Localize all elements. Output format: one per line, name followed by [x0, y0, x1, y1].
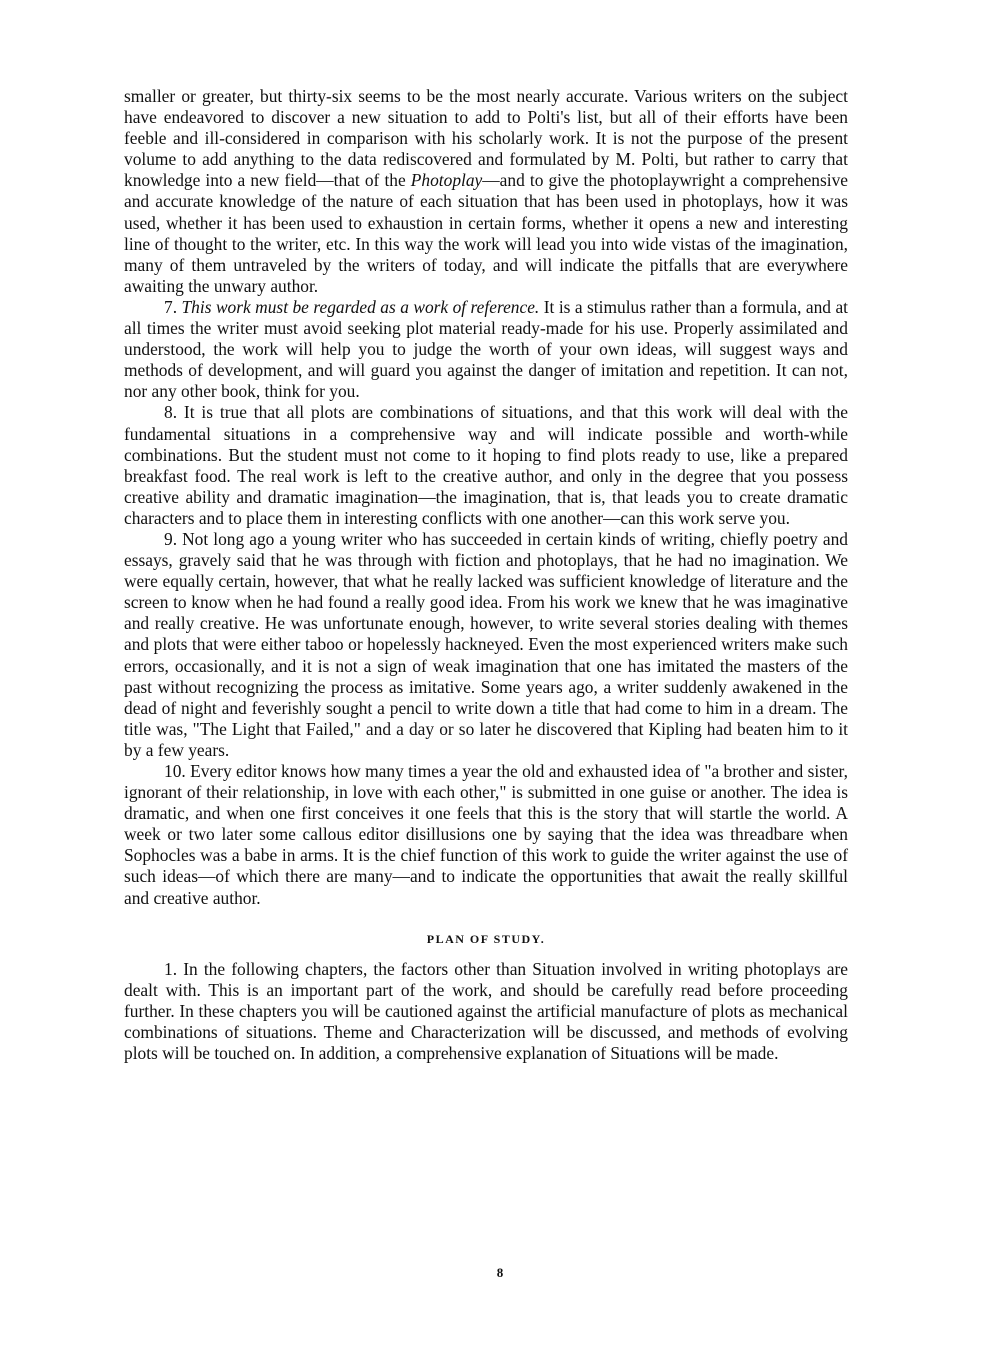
paragraph-text-tail: —and to give the photoplaywright a comprehensive and accurate knowledge of the nature of each situation that has been used in photoplays, how it was used, whether it has been used to exhaustion in certain forms, whether it opens a new and interesting line of thought to the writer, etc. In this way the work will lead you into wide vistas of the imagination, many of them untraveled by the writers of today, and will indicate the pitfalls that are everywhere awaiting the unwary author. [124, 170, 848, 296]
paragraph-continued [124, 86, 848, 297]
paragraph-text: In the following chapters, the factors other than Situation involved in writing photoplays are dealt with. This is an important part of the work, and should be carefully read before proceeding further. In these chapters you will be cautioned against the artificial manufacture of plots as mechanical combinations of situations. Theme and Characterization will be discussed, and methods of evolving plots will be touched on. In addition, a comprehensive explanation of Situations will be made. [124, 958, 848, 1064]
paragraph-number: 8. [164, 402, 178, 423]
paragraph-text: Not long ago a young writer who has succeeded in certain kinds of writing, chiefly poetry and essays, gravely said that he was through with fiction and photoplays, that he had no imagination. We were equally certain, however, that what he really lacked was sufficient knowledge of literature and the screen to know when he had found a really good idea. From his work we knew that he was imaginative and really creative. He was unfortunate enough, however, to write several stories dealing with themes and plots that were either taboo or hopelessly hackneyed. Even the most experienced writers make such errors, occasionally, and it is not a sign of weak imagination that one has imitated the masters of the past without recognizing the process as imitative. Some years ago, a writer suddenly awakened in the dead of night and feverishly sought a pencil to write down a title that had come to him in a dream. The title was, "The Light that Failed," and a day or so later he discovered that Kipling had beaten him to it by a few years. [124, 528, 848, 760]
paragraph-9 [124, 529, 848, 761]
page-body [124, 86, 848, 1064]
paragraph-number: 1. [164, 958, 178, 979]
paragraph-text: It is true that all plots are combinations of situations, and that this work will deal with the fundamental situations in a comprehensive way and will indicate possible and worth-while combinations. But the student must not come to it hoping to find plots ready to use, like a prepared breakfast food. The real work is left to the creative author, and only in the degree that you possess creative ability and dramatic imagination—the imagination, that is, that leads you to create dramatic characters and to place them in interesting conflicts with one another—can this work serve you. [124, 402, 848, 528]
plan-paragraph-1 [124, 959, 848, 1064]
paragraph-8 [124, 402, 848, 529]
paragraph-number: 9. [164, 528, 178, 549]
page-number: 8 [496, 1265, 504, 1280]
section-heading: PLAN OF STUDY. [426, 931, 546, 946]
paragraph-7 [124, 297, 848, 402]
paragraph-text: smaller or greater, but thirty-six seems to be the most nearly accurate. Various writers on the subject have endeavored to discover a new situation to add to Polti's list, but all of their efforts have been feeble and ill-considered in comparison with his scholarly work. It is not the purpose of the present volume to add anything to the data rediscovered and formulated by M. Polti, but rather to carry that knowledge into a new field—that of the [124, 86, 848, 191]
paragraph-text: Every editor knows how many times a year the old and exhausted idea of "a brother and sister, ignorant of their relationship, in love with each other," is submitted in one guise or another. The idea is dramatic, and when one first conceives it one feels that this is the story that will startle the world. A week or two later some callous editor disillusions one by saying that the idea was threadbare when Sophocles was a babe in arms. It is the chief function of this work to guide the writer against the use of such ideas—of which there are many—and to indicate the opportunities that await the really skillful and creative author. [124, 761, 848, 908]
paragraph-number: 10. [164, 761, 186, 781]
paragraph-10 [124, 761, 848, 909]
paragraph-text: It is a stimulus rather than a formula, and at all times the writer must avoid seeking plot material ready-made for his use. Properly assimilated and understood, the work will help you to judge the worth of your own ideas, will suggest ways and methods of development, and will guard you against the danger of imitation and repetition. It can not, nor any other book, think for you. [124, 296, 848, 402]
paragraph-italic-term: Photoplay [410, 170, 483, 191]
paragraph-italic-lead: This work must be regarded as a work of reference. [181, 296, 540, 317]
paragraph-number: 7. [164, 296, 178, 317]
